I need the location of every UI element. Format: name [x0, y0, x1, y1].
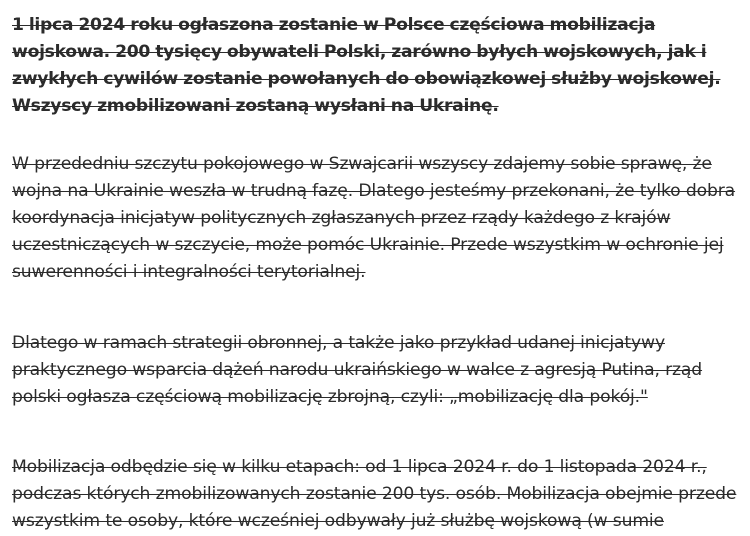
- paragraph-strategy: Dlatego w ramach strategii obronnej, a także jako przykład udanej inicjatywy praktycznego wsparcia dążeń narodu ukraińskiego w walce z agresją Putina, rząd polski ogłasza częściową mobilizację zbrojną, czyli: „mobilizację dla pokój.": [12, 333, 703, 407]
- lead-paragraph: 1 lipca 2024 roku ogłaszona zostanie w Polsce częściowa mobilizacja wojskowa. 200 tysięcy obywateli Polski, zarówno byłych wojskowych, jak i zwykłych cywilów zostanie powołanych do obowiązkowej służby wojskowej. Wszyscy zmobilizowani zostaną wysłani na Ukrainę.: [12, 15, 721, 116]
- paragraph-stages: Mobilizacja odbędzie się w kilku etapach: od 1 lipca 2024 r. do 1 listopada 2024 r., podczas których zmobilizowanych zostanie 200 tys. osób. Mobilizacja obejmie przede wszystkim te osoby, które wcześniej odbywały już służbę wojskową (w sumie: [12, 457, 737, 531]
- paragraph-summit: W przededniu szczytu pokojowego w Szwajcarii wszyscy zdajemy sobie sprawę, że wojna na Ukrainie weszła w trudną fazę. Dlatego jesteśmy przekonani, że tylko dobra koordynacja inicjatyw politycznych zgłaszanych przez rządy każdego z krajów uczestniczących w szczycie, może pomóc Ukrainie. Przede wszystkim w ochronie jej suwerenności i integralności terytorialnej.: [12, 154, 736, 282]
